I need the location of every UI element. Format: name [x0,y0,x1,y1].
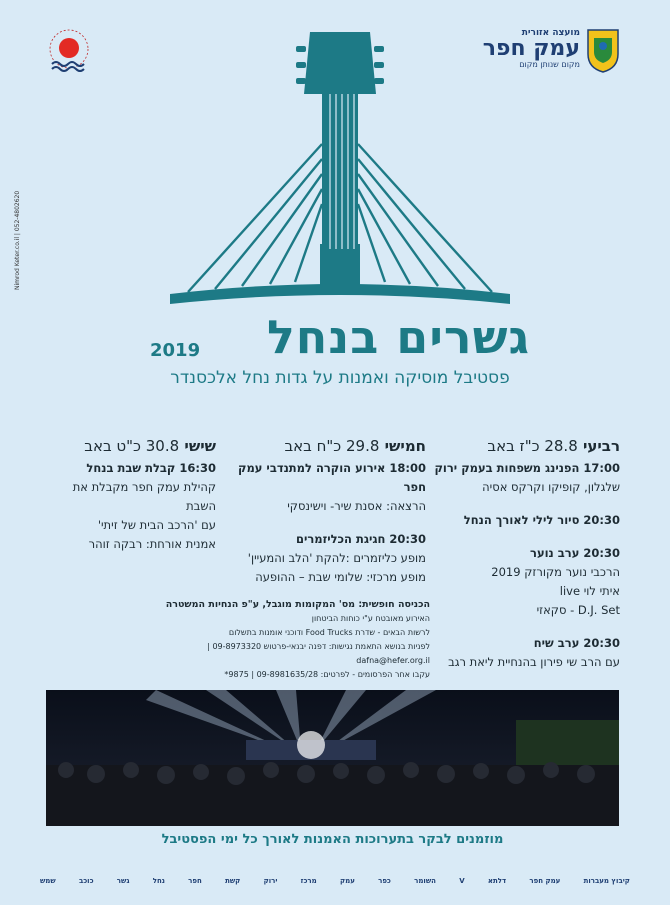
event-detail: אמנית אורחת: רבקה זוהר [88,537,216,551]
title-main: גשרים בנחל [266,310,530,364]
event-time: 20:30 ערב שיח [533,636,620,650]
day-column-wednesday [432,437,620,672]
festival-title [150,310,530,368]
side-credit: Nimrod Keter.co.il | 052-4802620 [14,190,21,290]
entry-info-line: לרשות הבאים - שדרת Food Trucks ודוכני אומנות בתשלום [228,628,430,637]
entry-info-line: לפניות בנושא התאמת נגישות: דפנה יבנאי-פרטוש 09-8973320 | dafna@hefer.org.il [207,642,430,665]
event-detail: קהילת עמק חפר מקבלת את השבת [72,480,216,513]
day-header: שישי 30.8 כ"ט באב [84,437,216,455]
day-column-thursday [230,437,426,587]
entry-info-heading: הכניסה חופשית: מס' המקומות מוגבל, ע"פ הנחיות המשטרה [165,599,430,610]
sponsor-logo: חפר [188,877,202,885]
event-time: 18:00 אירוע הוקרה למתנדבי עמק חפר [237,461,426,494]
sponsor-logo: נחל [152,877,165,885]
council-emblem-icon [586,28,620,74]
exhibition-invite: מוזמנים לבקר בתערוכות האמנות לאורך כל ימי הפסטיבל [161,832,504,847]
day-header: חמישי 29.8 כ"ח באב [284,437,426,455]
event-time: 17:00 הפנינג משפחות בעמק ירוק [434,461,620,475]
event-detail: D.J. Set - סקאזי [536,603,620,617]
sponsor-logo: קשת [225,877,241,885]
event-time: 20:30 חגיגת הכליזמרים [295,532,426,546]
community-center-logo [46,26,92,78]
entry-info-line: האירוע מאובטח ע"י כוחות הביטחון [311,614,430,623]
event-detail: מופע מרכזי: שלומי שבת – ההופעה [255,570,426,584]
sponsor-logo: השומר [414,877,436,885]
title-year: 2019 [150,340,201,361]
sponsor-logo: שמש [40,877,56,885]
council-tagline: מקום שנותן מקום [519,60,580,69]
day-header: רביעי 28.8 כ"ז באב [487,437,620,455]
event-detail: שלגלון, קופיקו וקרקס אסיה [482,480,620,494]
sponsor-logo: ירוק [263,877,278,885]
event-time: 20:30 ערב נוער [530,546,620,560]
sponsor-logo: V [459,877,465,885]
event-time: 20:30 סיור לילי לאורך הנחל [463,513,620,527]
event-detail: הרצאה: אסנת שיר- וישינסקי [287,499,426,513]
event-detail: עם הרב שי פירון בהנחיית ליאת רגב [448,655,620,669]
guitar-bridge-illustration [170,24,510,316]
event-detail: מופע כליזמרים :להקת 'הלב והמעיין' [247,551,426,565]
sponsor-logo: גשר [116,877,130,885]
event-detail: הרכבי נוער מקורזק 2019 [491,565,620,579]
sponsor-logo: דלתא [487,877,507,885]
event-detail: עם 'הרכב הבית של זיתי' [97,518,216,532]
sponsor-logo: מרכז [300,877,317,885]
day-column-friday [46,437,216,554]
council-small-label: מועצה אזורית [521,28,580,38]
festival-subtitle: פסטיבל מוסיקה ואמנות על גדות נחל אלכסנדר [170,368,510,388]
concert-photo [46,690,619,826]
sponsor-logo: עמק חפר [529,877,561,885]
event-detail: איתי לוי live [559,584,620,598]
sponsor-logo: עמק [339,877,355,885]
council-name: עמק חפר [482,36,580,61]
sponsor-logo: כפר [378,877,391,885]
sponsor-logo: קיבוץ מעברות [583,877,630,885]
sponsor-logos [40,866,630,896]
event-time: 16:30 קבלת שבת בנחל [86,461,216,475]
entry-info-line: עקבו אחר הפרסומים - לפרטים: 09-8981635/28 | 9875* [224,670,430,679]
entry-info [160,598,430,682]
sponsor-logo: כוכב [78,877,94,885]
